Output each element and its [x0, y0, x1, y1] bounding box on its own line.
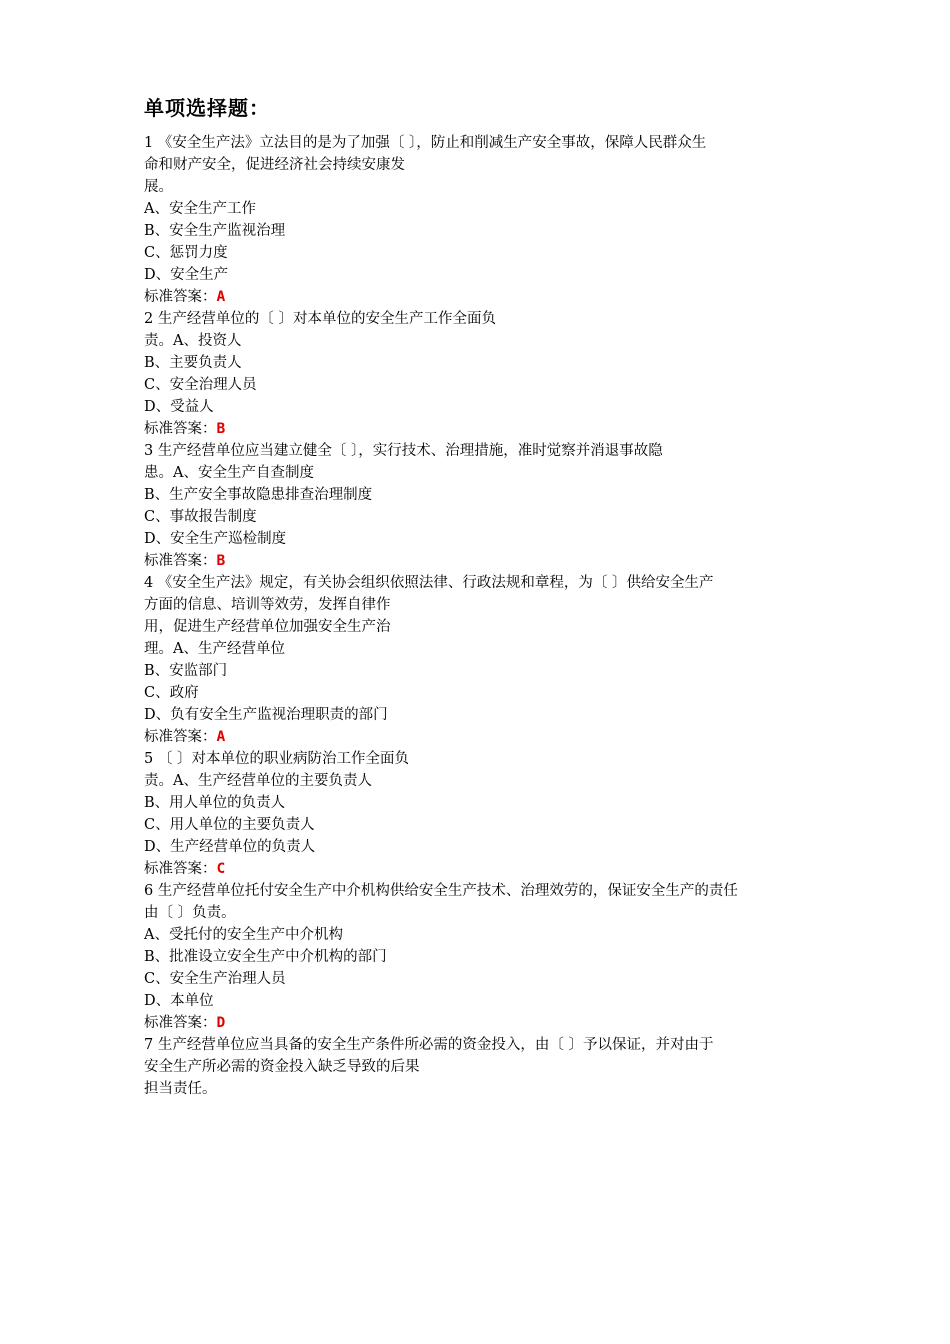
answer-option: B、安监部门 [144, 663, 228, 679]
answer-option: B、生产安全事故隐患排查治理制度 [144, 487, 373, 503]
section-heading: 单项选择题： [144, 96, 270, 120]
answer-option: D、受益人 [144, 399, 214, 415]
answer-option: B、安全生产监视治理 [144, 223, 286, 239]
answer-label: 标准答案： [144, 421, 217, 437]
answer-label: 标准答案： [144, 1015, 217, 1031]
question-text-line: 1 《安全生产法》立法目的是为了加强〔 〕，防止和削减生产安全事故，保障人民群众生 [144, 135, 707, 151]
answer-value: B [216, 421, 226, 437]
question-text-line: 患。A、安全生产自查制度 [144, 465, 314, 481]
answer-option: D、本单位 [144, 993, 214, 1009]
answer-label: 标准答案： [144, 861, 217, 877]
answer-option: B、主要负责人 [144, 355, 242, 371]
document-page [144, 94, 814, 1100]
question-text-line: 5 〔 〕对本单位的职业病防治工作全面负 [144, 751, 409, 767]
answer-label: 标准答案： [144, 553, 217, 569]
question-text-line: 3 生产经营单位应当建立健全〔 〕，实行技术、治理措施，准时觉察并消退事故隐 [144, 443, 663, 459]
answer-option: D、安全生产巡检制度 [144, 531, 287, 547]
question-text-line: 6 生产经营单位托付安全生产中介机构供给安全生产技术、治理效劳的，保证安全生产的责任 [144, 883, 738, 899]
answer-option: D、生产经营单位的负责人 [144, 839, 316, 855]
question-text-line: 展。 [144, 179, 173, 195]
standard-answer [144, 726, 814, 748]
standard-answer [144, 286, 814, 308]
question-4 [144, 572, 814, 748]
answer-option: D、安全生产 [144, 267, 229, 283]
answer-value: B [216, 553, 226, 569]
question-7 [144, 1034, 814, 1100]
answer-value: A [216, 289, 226, 305]
question-text-line: 2 生产经营单位的〔 〕对本单位的安全生产工作全面负 [144, 311, 496, 327]
question-text-line: 7 生产经营单位应当具备的安全生产条件所必需的资金投入，由〔 〕予以保证，并对由于 [144, 1037, 714, 1053]
answer-value: D [216, 1015, 226, 1031]
answer-option: C、安全治理人员 [144, 377, 257, 393]
question-text-line: 安全生产所必需的资金投入缺乏导致的后果 [144, 1059, 420, 1075]
question-text-line: 由〔 〕负责。 [144, 905, 236, 921]
question-5 [144, 748, 814, 880]
answer-option: A、受托付的安全生产中介机构 [144, 927, 343, 943]
question-2 [144, 308, 814, 440]
question-text-line: 责。A、生产经营单位的主要负责人 [144, 773, 372, 789]
question-text-line: 责。A、投资人 [144, 333, 242, 349]
answer-value: A [216, 729, 226, 745]
question-text-line: 命和财产安全，促进经济社会持续安康发 [144, 157, 405, 173]
answer-label: 标准答案： [144, 289, 217, 305]
question-text-line: 理。A、生产经营单位 [144, 641, 285, 657]
answer-option: C、安全生产治理人员 [144, 971, 286, 987]
standard-answer [144, 550, 814, 572]
answer-option: B、用人单位的负责人 [144, 795, 286, 811]
answer-option: C、事故报告制度 [144, 509, 257, 525]
answer-option: C、用人单位的主要负责人 [144, 817, 315, 833]
question-1 [144, 132, 814, 308]
question-6 [144, 880, 814, 1034]
answer-label: 标准答案： [144, 729, 217, 745]
standard-answer [144, 1012, 814, 1034]
answer-option: C、惩罚力度 [144, 245, 228, 261]
question-text-line: 担当责任。 [144, 1081, 217, 1097]
answer-option: B、批准设立安全生产中介机构的部门 [144, 949, 387, 965]
standard-answer [144, 858, 814, 880]
answer-option: C、政府 [144, 685, 199, 701]
answer-value: C [216, 861, 226, 877]
question-text-line: 用，促进生产经营单位加强安全生产治 [144, 619, 391, 635]
question-text-line: 4 《安全生产法》规定，有关协会组织依照法律、行政法规和章程，为〔 〕供给安全生产 [144, 575, 714, 591]
answer-option: A、安全生产工作 [144, 201, 256, 217]
question-list [144, 132, 814, 1100]
standard-answer [144, 418, 814, 440]
answer-option: D、负有安全生产监视治理职责的部门 [144, 707, 388, 723]
question-text-line: 方面的信息、培训等效劳，发挥自律作 [144, 597, 391, 613]
question-3 [144, 440, 814, 572]
